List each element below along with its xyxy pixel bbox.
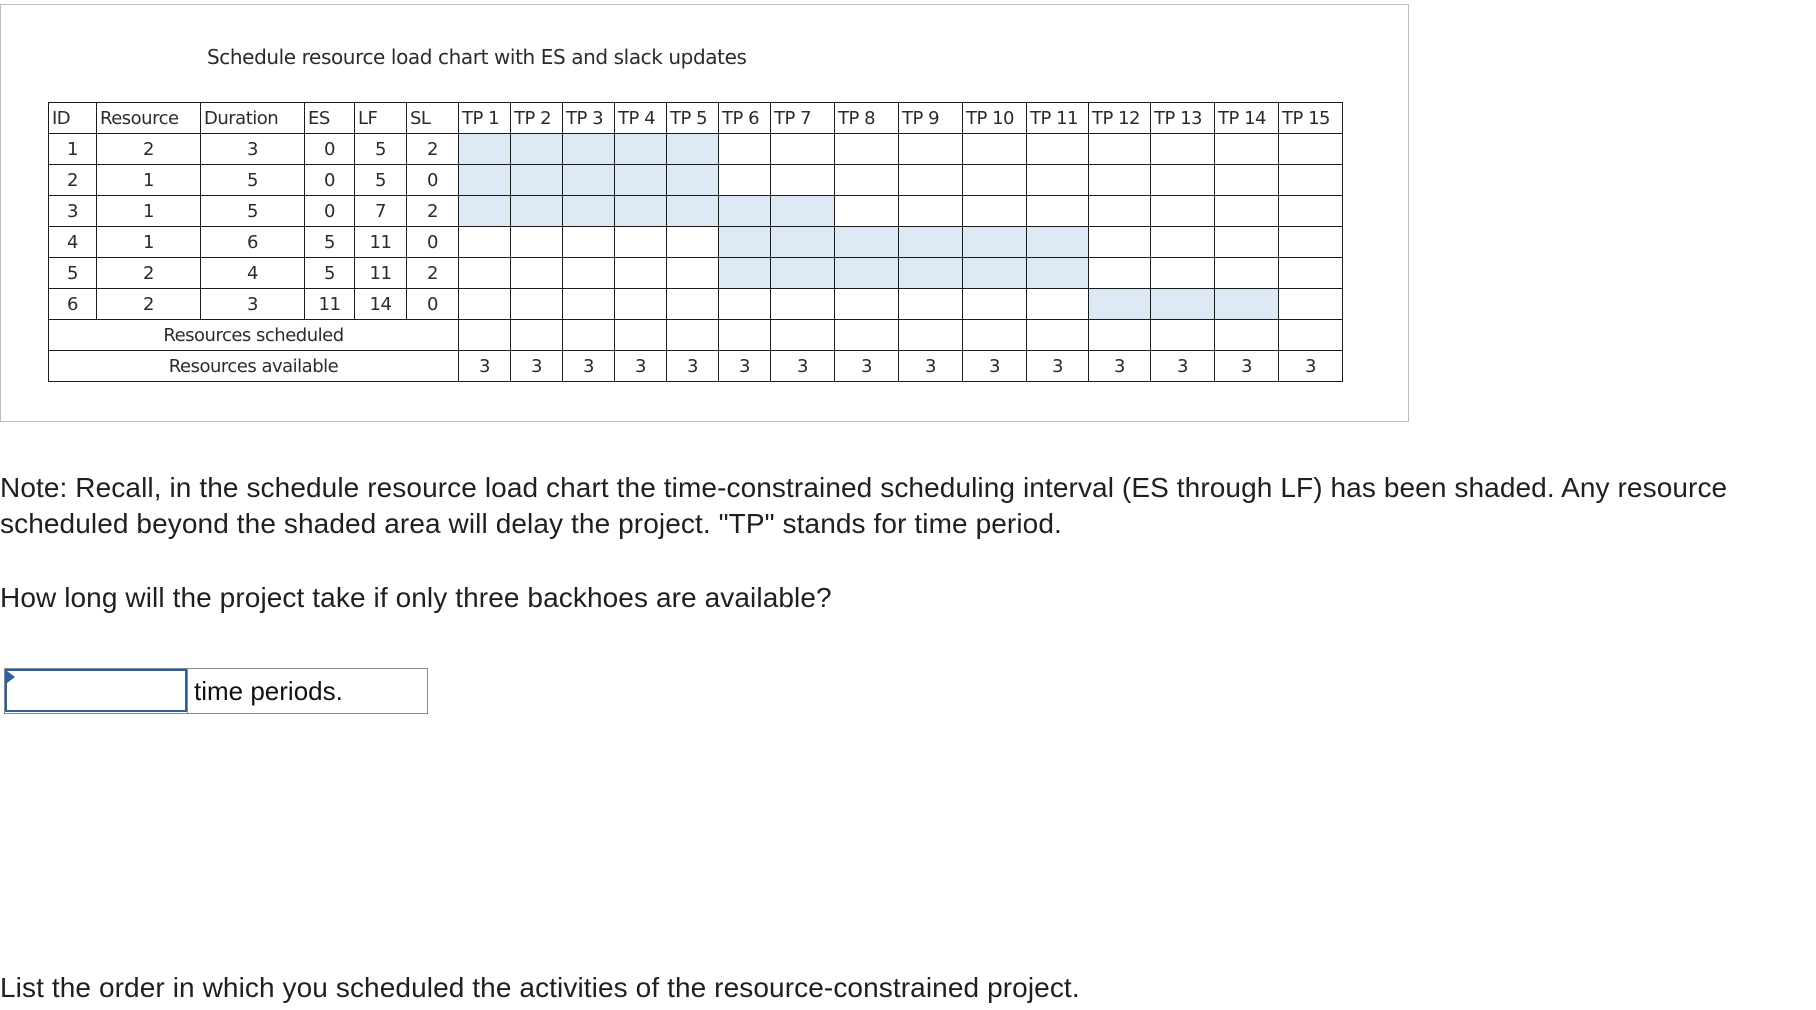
resource-load-chart-figure xyxy=(0,4,1409,422)
period-cell xyxy=(1151,258,1215,289)
column-header: TP 12 xyxy=(1089,103,1151,134)
activity-lf: 5 xyxy=(355,165,407,196)
activity-resource: 1 xyxy=(97,165,201,196)
period-cell xyxy=(563,289,615,320)
note-text: Note: Recall, in the schedule resource load chart the time-constrained scheduling interval (ES through LF) has been shaded. Any resource scheduled beyond the shaded area will delay the project. "TP" stands for time period. xyxy=(0,472,1728,539)
period-cell xyxy=(719,134,771,165)
period-cell xyxy=(1027,196,1089,227)
activity-id: 5 xyxy=(49,258,97,289)
table-row xyxy=(49,196,1343,227)
resources-scheduled-cell xyxy=(615,320,667,351)
period-cell xyxy=(615,227,667,258)
period-cell xyxy=(899,227,963,258)
period-cell xyxy=(563,134,615,165)
resources-scheduled-label: Resources scheduled xyxy=(49,320,459,351)
activity-es: 0 xyxy=(305,196,355,227)
period-cell xyxy=(963,165,1027,196)
period-cell xyxy=(719,196,771,227)
period-cell xyxy=(771,258,835,289)
chart-title: Schedule resource load chart with ES and slack updates xyxy=(207,45,747,69)
activity-slack: 0 xyxy=(407,227,459,258)
period-cell xyxy=(1151,227,1215,258)
resources-scheduled-cell xyxy=(563,320,615,351)
resources-scheduled-cell xyxy=(1089,320,1151,351)
period-cell xyxy=(1215,196,1279,227)
period-cell xyxy=(667,258,719,289)
resources-available-value: 3 xyxy=(835,351,899,382)
activity-resource: 1 xyxy=(97,196,201,227)
activity-lf: 14 xyxy=(355,289,407,320)
period-cell xyxy=(459,289,511,320)
resources-available-label: Resources available xyxy=(49,351,459,382)
period-cell xyxy=(963,227,1027,258)
period-cell xyxy=(771,165,835,196)
resources-scheduled-cell xyxy=(1027,320,1089,351)
period-cell xyxy=(1027,165,1089,196)
resources-available-value: 3 xyxy=(667,351,719,382)
period-cell xyxy=(459,165,511,196)
period-cell xyxy=(1279,227,1343,258)
resources-scheduled-cell xyxy=(667,320,719,351)
column-header: TP 8 xyxy=(835,103,899,134)
period-cell xyxy=(511,165,563,196)
period-cell xyxy=(719,258,771,289)
period-cell xyxy=(719,165,771,196)
resources-available-value: 3 xyxy=(1279,351,1343,382)
answer-row xyxy=(4,668,428,714)
resources-scheduled-cell xyxy=(771,320,835,351)
period-cell xyxy=(835,134,899,165)
resources-scheduled-cell xyxy=(1215,320,1279,351)
resources-scheduled-cell xyxy=(1151,320,1215,351)
period-cell xyxy=(899,134,963,165)
activity-duration: 3 xyxy=(201,289,305,320)
period-cell xyxy=(1027,227,1089,258)
resources-available-row xyxy=(49,351,1343,382)
project-duration-input[interactable] xyxy=(5,669,187,712)
period-cell xyxy=(771,196,835,227)
period-cell xyxy=(835,289,899,320)
period-cell xyxy=(899,196,963,227)
period-cell xyxy=(667,165,719,196)
period-cell xyxy=(459,227,511,258)
column-header: TP 15 xyxy=(1279,103,1343,134)
activity-duration: 5 xyxy=(201,165,305,196)
column-header: Resource xyxy=(97,103,201,134)
column-header: TP 10 xyxy=(963,103,1027,134)
period-cell xyxy=(563,196,615,227)
period-cell xyxy=(963,196,1027,227)
period-cell xyxy=(1089,165,1151,196)
activity-id: 2 xyxy=(49,165,97,196)
period-cell xyxy=(1151,196,1215,227)
period-cell xyxy=(615,196,667,227)
resources-available-value: 3 xyxy=(1215,351,1279,382)
table-row xyxy=(49,227,1343,258)
period-cell xyxy=(1151,134,1215,165)
column-header: TP 6 xyxy=(719,103,771,134)
table-row xyxy=(49,258,1343,289)
column-header: TP 5 xyxy=(667,103,719,134)
period-cell xyxy=(667,134,719,165)
table-row xyxy=(49,134,1343,165)
activity-duration: 4 xyxy=(201,258,305,289)
activity-lf: 11 xyxy=(355,258,407,289)
period-cell xyxy=(771,227,835,258)
period-cell xyxy=(835,165,899,196)
period-cell xyxy=(459,196,511,227)
period-cell xyxy=(1089,289,1151,320)
activity-lf: 5 xyxy=(355,134,407,165)
period-cell xyxy=(1215,289,1279,320)
period-cell xyxy=(615,165,667,196)
period-cell xyxy=(835,227,899,258)
column-header: TP 9 xyxy=(899,103,963,134)
period-cell xyxy=(1279,134,1343,165)
resources-scheduled-cell xyxy=(511,320,563,351)
period-cell xyxy=(563,227,615,258)
period-cell xyxy=(771,134,835,165)
activity-es: 5 xyxy=(305,227,355,258)
period-cell xyxy=(1089,227,1151,258)
resources-scheduled-row xyxy=(49,320,1343,351)
period-cell xyxy=(1279,258,1343,289)
column-header: ES xyxy=(305,103,355,134)
period-cell xyxy=(1215,165,1279,196)
resources-available-value: 3 xyxy=(563,351,615,382)
period-cell xyxy=(615,289,667,320)
period-cell xyxy=(963,289,1027,320)
period-cell xyxy=(1279,165,1343,196)
column-header: TP 1 xyxy=(459,103,511,134)
period-cell xyxy=(1027,134,1089,165)
period-cell xyxy=(1151,289,1215,320)
period-cell xyxy=(667,289,719,320)
activity-resource: 2 xyxy=(97,134,201,165)
period-cell xyxy=(899,289,963,320)
resources-available-value: 3 xyxy=(511,351,563,382)
table-row xyxy=(49,165,1343,196)
activity-duration: 3 xyxy=(201,134,305,165)
resources-scheduled-cell xyxy=(899,320,963,351)
period-cell xyxy=(459,134,511,165)
activity-id: 1 xyxy=(49,134,97,165)
resources-available-value: 3 xyxy=(1089,351,1151,382)
period-cell xyxy=(899,165,963,196)
question-text: How long will the project take if only three backhoes are available? xyxy=(0,582,832,613)
resources-available-value: 3 xyxy=(719,351,771,382)
activity-slack: 0 xyxy=(407,165,459,196)
activity-resource: 2 xyxy=(97,258,201,289)
activity-es: 0 xyxy=(305,165,355,196)
activity-duration: 5 xyxy=(201,196,305,227)
period-cell xyxy=(1215,227,1279,258)
period-cell xyxy=(1151,165,1215,196)
period-cell xyxy=(1279,289,1343,320)
activity-slack: 2 xyxy=(407,134,459,165)
activity-slack: 2 xyxy=(407,196,459,227)
activity-lf: 11 xyxy=(355,227,407,258)
period-cell xyxy=(1027,289,1089,320)
period-cell xyxy=(615,258,667,289)
activity-es: 5 xyxy=(305,258,355,289)
activity-duration: 6 xyxy=(201,227,305,258)
resources-scheduled-cell xyxy=(719,320,771,351)
resources-scheduled-cell xyxy=(1279,320,1343,351)
activity-es: 11 xyxy=(305,289,355,320)
period-cell xyxy=(835,258,899,289)
period-cell xyxy=(719,227,771,258)
period-cell xyxy=(1089,134,1151,165)
activity-resource: 1 xyxy=(97,227,201,258)
period-cell xyxy=(1215,258,1279,289)
period-cell xyxy=(511,134,563,165)
column-header: TP 2 xyxy=(511,103,563,134)
period-cell xyxy=(899,258,963,289)
column-header: Duration xyxy=(201,103,305,134)
period-cell xyxy=(459,258,511,289)
period-cell xyxy=(511,227,563,258)
period-cell xyxy=(511,289,563,320)
period-cell xyxy=(511,196,563,227)
activity-id: 4 xyxy=(49,227,97,258)
resources-scheduled-cell xyxy=(963,320,1027,351)
column-header: TP 7 xyxy=(771,103,835,134)
activity-es: 0 xyxy=(305,134,355,165)
column-header: TP 13 xyxy=(1151,103,1215,134)
resource-load-table xyxy=(48,102,1343,382)
period-cell xyxy=(771,289,835,320)
period-cell xyxy=(615,134,667,165)
resources-available-value: 3 xyxy=(1027,351,1089,382)
table-row xyxy=(49,289,1343,320)
period-cell xyxy=(1027,258,1089,289)
resources-available-value: 3 xyxy=(615,351,667,382)
column-header: TP 11 xyxy=(1027,103,1089,134)
period-cell xyxy=(563,165,615,196)
period-cell xyxy=(835,196,899,227)
period-cell xyxy=(667,196,719,227)
period-cell xyxy=(963,258,1027,289)
column-header: TP 14 xyxy=(1215,103,1279,134)
resources-available-value: 3 xyxy=(459,351,511,382)
column-header: SL xyxy=(407,103,459,134)
resources-available-value: 3 xyxy=(1151,351,1215,382)
table-header-row xyxy=(49,103,1343,134)
column-header: LF xyxy=(355,103,407,134)
resources-available-value: 3 xyxy=(771,351,835,382)
period-cell xyxy=(1089,258,1151,289)
resources-available-value: 3 xyxy=(899,351,963,382)
column-header: TP 3 xyxy=(563,103,615,134)
period-cell xyxy=(963,134,1027,165)
activity-slack: 0 xyxy=(407,289,459,320)
resources-scheduled-cell xyxy=(835,320,899,351)
period-cell xyxy=(667,227,719,258)
activity-slack: 2 xyxy=(407,258,459,289)
period-cell xyxy=(511,258,563,289)
activity-lf: 7 xyxy=(355,196,407,227)
column-header: TP 4 xyxy=(615,103,667,134)
resources-available-value: 3 xyxy=(963,351,1027,382)
resources-scheduled-cell xyxy=(459,320,511,351)
column-header: ID xyxy=(49,103,97,134)
activity-id: 3 xyxy=(49,196,97,227)
list-order-question: List the order in which you scheduled the activities of the resource-constrained project. xyxy=(0,972,1080,1003)
period-cell xyxy=(1279,196,1343,227)
period-cell xyxy=(563,258,615,289)
period-cell xyxy=(1215,134,1279,165)
activity-id: 6 xyxy=(49,289,97,320)
period-cell xyxy=(1089,196,1151,227)
period-cell xyxy=(719,289,771,320)
activity-resource: 2 xyxy=(97,289,201,320)
answer-unit-label: time periods. xyxy=(187,669,427,713)
